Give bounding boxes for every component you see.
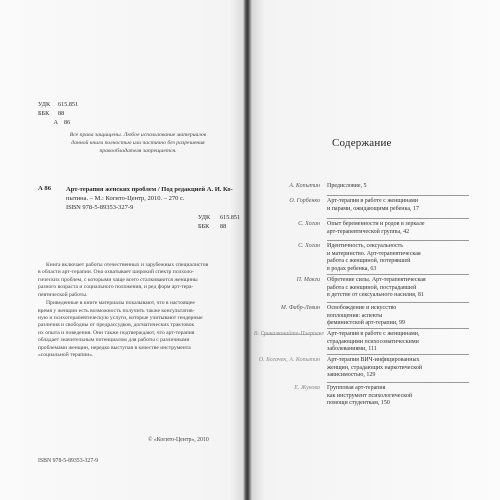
- toc-author: С. Хоган: [298, 221, 320, 227]
- toc-separator: [327, 302, 469, 303]
- toc-chapter-title: Обретение силы. Арт-терапевтическая работа с женщиной, пострадавшей в детстве от сексуального насилия, 81: [327, 277, 426, 299]
- toc-chapter-title: Идентичность, сексуальность и материнство. Арт-терапевтическая работа с женщиной, потерявшей в родах ребенка, 63: [327, 243, 421, 272]
- toc-author: А. Копытин: [289, 183, 320, 189]
- isbn-line: ISBN 978-5-89353-327-9: [38, 458, 99, 464]
- toc-chapter-title: Арт-терапия в работе с женщинами, страдающими психосоматическими заболеваниями, 111: [327, 331, 420, 353]
- bibliographic-record: Арт-терапия женских проблем / Под редакцией А. И. Ко- пытина. – М.: Когито-Центр, 2010. – 270 с. ISBN 978-5-89353-327-9: [66, 186, 233, 211]
- catalog-author-mark: А 86: [53, 119, 71, 126]
- toc-separator: [327, 354, 469, 355]
- toc-chapter-title: Арт-терапия в работе с женщинами и парами, ожидающими ребенка, 17: [327, 198, 419, 212]
- abstract: [38, 262, 244, 361]
- toc-separator: [327, 328, 469, 329]
- catalog-bbk: ББК 88: [38, 110, 65, 117]
- toc-author: М. Фабр-Левин: [280, 305, 320, 311]
- toc-separator: [327, 382, 469, 383]
- toc-author: П. Макги: [296, 277, 320, 283]
- toc-separator: [327, 240, 469, 241]
- toc-chapter-title: Предисловие, 5: [327, 183, 367, 189]
- toc-chapter-title: Освобождение и искусство воплощения: аспекты феминистской арт-терапии, 99: [327, 305, 406, 327]
- toc-separator: [327, 195, 469, 196]
- toc-chapter-title: Групповая арт-терапия как инструмент психологической помощи студенткам, 150: [327, 385, 413, 407]
- catalog-udk: УДК 615.851: [38, 101, 79, 108]
- toc-title: Содержание: [332, 137, 392, 149]
- abstract-paragraph: Приведенные в книге материалы показывают, что в настоящее время у женщин есть возможность получить также консультатив- ную и психотерапевтическую услуги, которые учитывают гендерные различия и свободны от предрассудков, догматических трактовок их опыта и поведения. Они также подтверждают, что арт-терапия обладает значительным потенциалом для работы с различными проблемами женщин, нередко выступая в качестве инструмента «социальной терапии».: [38, 300, 203, 359]
- toc-author: О. Горбенко: [289, 198, 320, 204]
- toc-chapter-title: Опыт беременности и родов в зеркале арт-терапевтической группы, 42: [327, 221, 425, 235]
- toc-chapter-title: Арт-терапия ВИЧ-инфицированных женщин, страдающих наркотической зависимостью, 129: [327, 357, 423, 379]
- author-code: А 86: [38, 185, 52, 192]
- toc-author: В. Грикалюнайте-Плерпеке: [253, 331, 324, 337]
- toc-separator: [327, 274, 469, 275]
- abstract-paragraph: Книга включает работы отечественных и зарубежных специалистов в области арт-терапии. Она охватывает широкий спектр психоло- гических проблем, с которыми чаще всего сталкиваются женщины разного возраста и социального положения, и ред форм арт-тера- певтической работы.: [38, 262, 209, 298]
- left-page: [0, 0, 244, 500]
- catalog2-udk: УДК 615.851: [198, 214, 241, 221]
- toc-author: О. Богачек, А. Копытин: [258, 357, 320, 363]
- catalog2-bbk: ББК 88: [198, 223, 227, 230]
- toc-separator: [327, 218, 469, 219]
- copyright-line: © «Когито-Центр», 2010: [148, 437, 209, 443]
- right-page: [252, 0, 500, 500]
- toc-author: С. Хоган: [298, 243, 320, 249]
- rights-notice: Все права защищены. Любое использование материалов данной книги полностью или частично без разрешения правообладателя запрещается.: [69, 132, 207, 154]
- toc-author: Е. Жукова: [294, 385, 320, 391]
